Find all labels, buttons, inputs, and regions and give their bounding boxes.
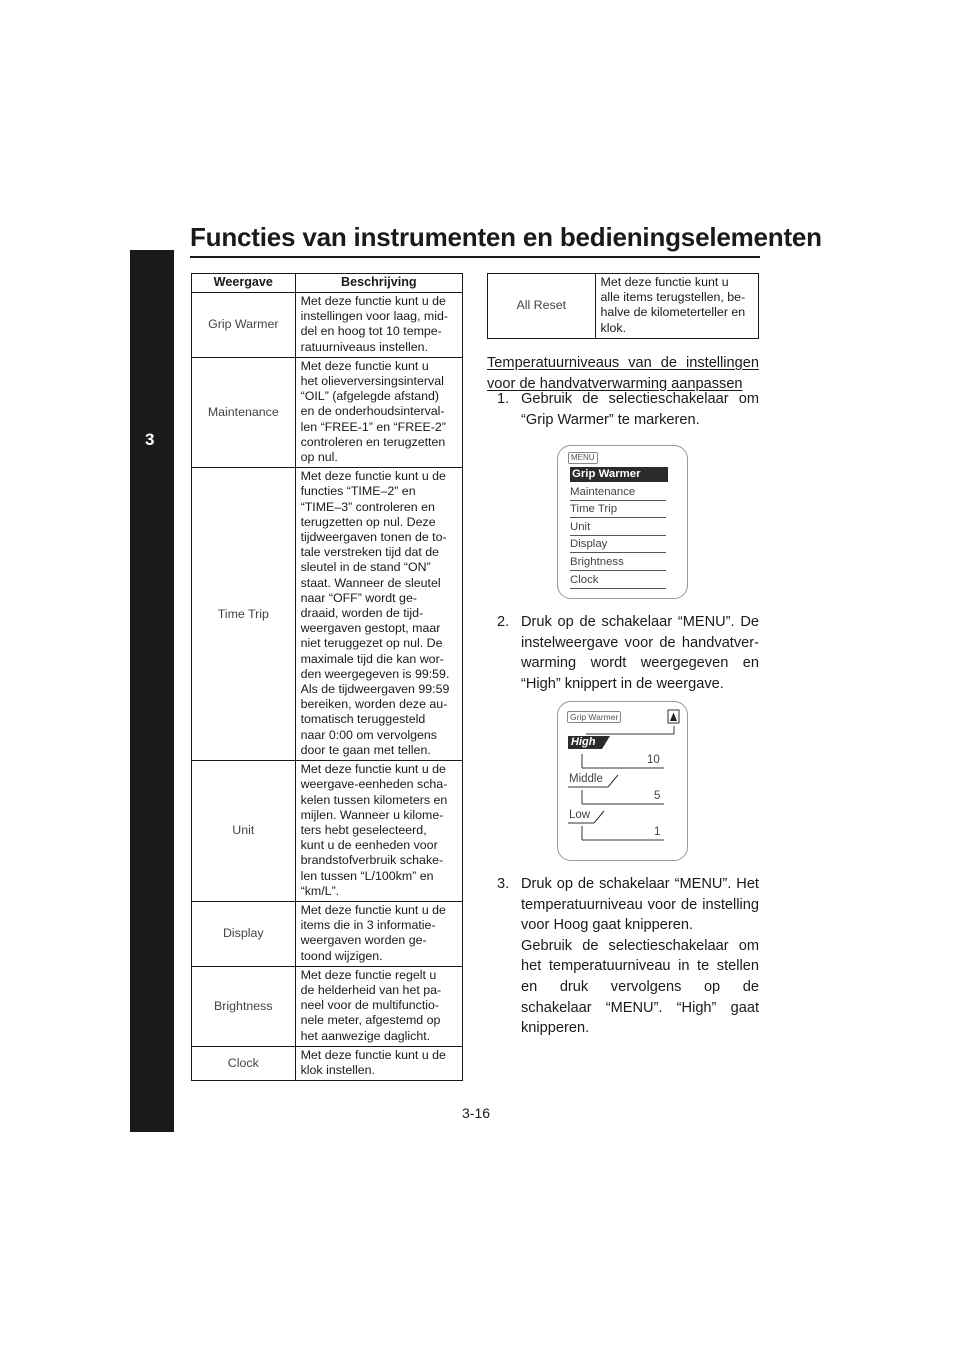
description-line: en de onderhoudsinterval-: [300, 404, 445, 419]
row-label: Grip Warmer: [192, 293, 296, 358]
level-high: High: [571, 736, 596, 748]
description-line: functies “TIME–2” en: [300, 484, 416, 499]
description-line: brandstofverbruik schake-: [300, 853, 444, 868]
description-line: Met deze functie kunt u de: [300, 294, 446, 308]
step-2: [497, 612, 759, 694]
description-line: mijlen. Wanneer u kilome-: [300, 807, 444, 822]
column-header-beschrijving: Beschrijving: [295, 274, 462, 293]
description-line: toond wijzigen.: [300, 948, 383, 963]
description-line: Met deze functie kunt u de: [300, 1047, 446, 1062]
row-description: [295, 901, 462, 966]
description-line: neel voor de multifunctio-: [300, 998, 440, 1013]
description-line: Met deze functie kunt u de: [300, 469, 446, 484]
row-label: All Reset: [488, 274, 596, 339]
description-line: items die in 3 informatie-: [300, 918, 436, 933]
description-line: weergaven worden ge-: [300, 933, 427, 948]
table-header-row: [192, 274, 463, 293]
description-line: alle items terugstellen, be-: [600, 290, 746, 305]
grip-warmer-display-diagram: [557, 701, 688, 861]
column-header-weergave: Weergave: [192, 274, 296, 293]
chapter-tab: [130, 250, 174, 1132]
description-line: terugzetten op nul. Deze: [300, 514, 436, 529]
row-description: [295, 468, 462, 761]
section-title: Temperatuurniveaus van de instellingen voor de handvatverwarming aanpassen: [487, 355, 759, 392]
description-line: “km/L”.: [300, 883, 340, 898]
step-text: Druk op de schakelaar “MENU”. De instelweergave voor de handvatver-warming wordt weergegeven en “High” knippert in de weergave.: [521, 614, 759, 692]
description-line: Als de tijdweergaven 99:59: [300, 682, 450, 697]
step-text-continued: Gebruik de selectieschakelaar om het temperatuurniveau in te stellen en druk vervolgens op de schakelaar “MENU”. “High” gaat knipperen.: [521, 937, 759, 1037]
header-rule: [190, 256, 760, 258]
up-arrow-icon: [668, 710, 679, 723]
description-line: kelen tussen kilometers en: [300, 792, 448, 807]
row-description: [295, 1046, 462, 1080]
description-line: door te gaan met tellen.: [300, 742, 431, 757]
description-line: de helderheid van het pa-: [300, 982, 442, 997]
table-row: [192, 966, 463, 1046]
row-label: Unit: [192, 761, 296, 902]
description-line: het aanwezige daglicht.: [300, 1028, 431, 1043]
description-line: len “FREE-1” en “FREE-2”: [300, 419, 446, 434]
description-line: ters hebt geselecteerd,: [300, 822, 427, 837]
description-line: draaid, worden de tijd-: [300, 606, 424, 621]
menu-item: Time Trip: [570, 502, 666, 518]
menu-item: Grip Warmer: [570, 467, 668, 482]
table-row: [192, 901, 463, 966]
description-line: “TIME–3” controleren en: [300, 499, 435, 514]
description-line: nele meter, afgestemd op: [300, 1013, 441, 1028]
menu-item: Maintenance: [570, 485, 666, 501]
description-line: Met deze functie kunt u de: [300, 762, 446, 777]
level-low: Low: [569, 809, 591, 821]
description-line: ratuurniveaus instellen.: [300, 339, 429, 354]
description-line: kunt u de eenheden voor: [300, 838, 438, 853]
menu-item: Unit: [570, 520, 666, 536]
value-middle: 5: [654, 790, 661, 802]
menu-item: Clock: [570, 573, 666, 589]
step-1: [497, 389, 759, 430]
description-line: instellingen voor laag, mid-: [300, 309, 448, 324]
row-label: Maintenance: [192, 357, 296, 467]
description-line: bereiken, worden deze au-: [300, 697, 448, 712]
description-line: halve de kilometerteller en: [600, 305, 746, 320]
step-text: Gebruik de selectieschakelaar om “Grip Warmer” te markeren.: [521, 391, 759, 428]
table-row: [192, 761, 463, 902]
table-row: [192, 468, 463, 761]
step-number: 3.: [497, 876, 510, 892]
description-line: Met deze functie kunt u de: [300, 902, 446, 917]
step-text: Druk op de schakelaar “MENU”. Het temperatuurniveau voor de instelling voor Hoog gaat knipperen.: [521, 876, 759, 934]
description-line: Met deze functie kunt u: [600, 275, 729, 289]
step-number: 1.: [497, 391, 510, 407]
row-label: Clock: [192, 1046, 296, 1080]
value-low: 1: [654, 826, 661, 838]
menu-badge: MENU: [568, 452, 598, 464]
row-description: [595, 274, 758, 339]
step-3: [497, 874, 759, 1039]
description-line: klok instellen.: [300, 1062, 375, 1077]
page-title: Functies van instrumenten en bedieningselementen: [190, 222, 822, 252]
row-label: Brightness: [192, 966, 296, 1046]
chapter-number: 3: [145, 430, 155, 449]
description-line: staat. Wanneer de sleutel: [300, 575, 441, 590]
description-line: naar “OFF” wordt ge-: [300, 590, 417, 605]
row-description: [295, 761, 462, 902]
description-line: het olieverversingsinterval: [300, 374, 444, 389]
table-row: [192, 293, 463, 358]
description-line: del en hoog tot 10 tempe-: [300, 324, 442, 339]
description-line: Met deze functie kunt u: [300, 358, 429, 373]
menu-item: Display: [570, 537, 666, 553]
description-line: Met deze functie regelt u: [300, 967, 437, 982]
table-row: [192, 357, 463, 467]
page-number: 3-16: [462, 1105, 491, 1121]
grip-warmer-badge: Grip Warmer: [567, 711, 621, 723]
description-line: niet teruggezet op nul. De: [300, 636, 443, 651]
menu-item: Brightness: [570, 555, 666, 571]
table-row: [192, 1046, 463, 1080]
row-label: Display: [192, 901, 296, 966]
description-line: len tussen “L/100km” en: [300, 868, 434, 883]
value-high: 10: [647, 754, 660, 766]
description-line: “OIL” (afgelegde afstand): [300, 389, 440, 404]
functions-table: [191, 273, 463, 1081]
description-line: op nul.: [300, 450, 338, 465]
description-line: naar 0:00 om vervolgens: [300, 727, 437, 742]
row-description: [295, 357, 462, 467]
description-line: den weergegeven is 99:59.: [300, 666, 450, 681]
description-line: weergave-eenheden scha-: [300, 777, 448, 792]
all-reset-table: [487, 273, 759, 339]
row-description: [295, 293, 462, 358]
description-line: sleutel in de stand “ON”: [300, 560, 431, 575]
row-description: [295, 966, 462, 1046]
table-row: [488, 274, 759, 339]
description-line: controleren en terugzetten: [300, 434, 446, 449]
description-line: tomatisch teruggesteld: [300, 712, 426, 727]
description-line: tijdweergaven tonen de to-: [300, 530, 447, 545]
description-line: klok.: [600, 320, 627, 335]
step-number: 2.: [497, 614, 510, 630]
menu-display-diagram: [557, 445, 688, 599]
description-line: maximale tijd die kan wor-: [300, 651, 444, 666]
row-label: Time Trip: [192, 468, 296, 761]
description-line: weergaven gestopt, maar: [300, 621, 441, 636]
level-middle: Middle: [569, 773, 603, 785]
description-line: tale verstreken tijd dat de: [300, 545, 440, 560]
